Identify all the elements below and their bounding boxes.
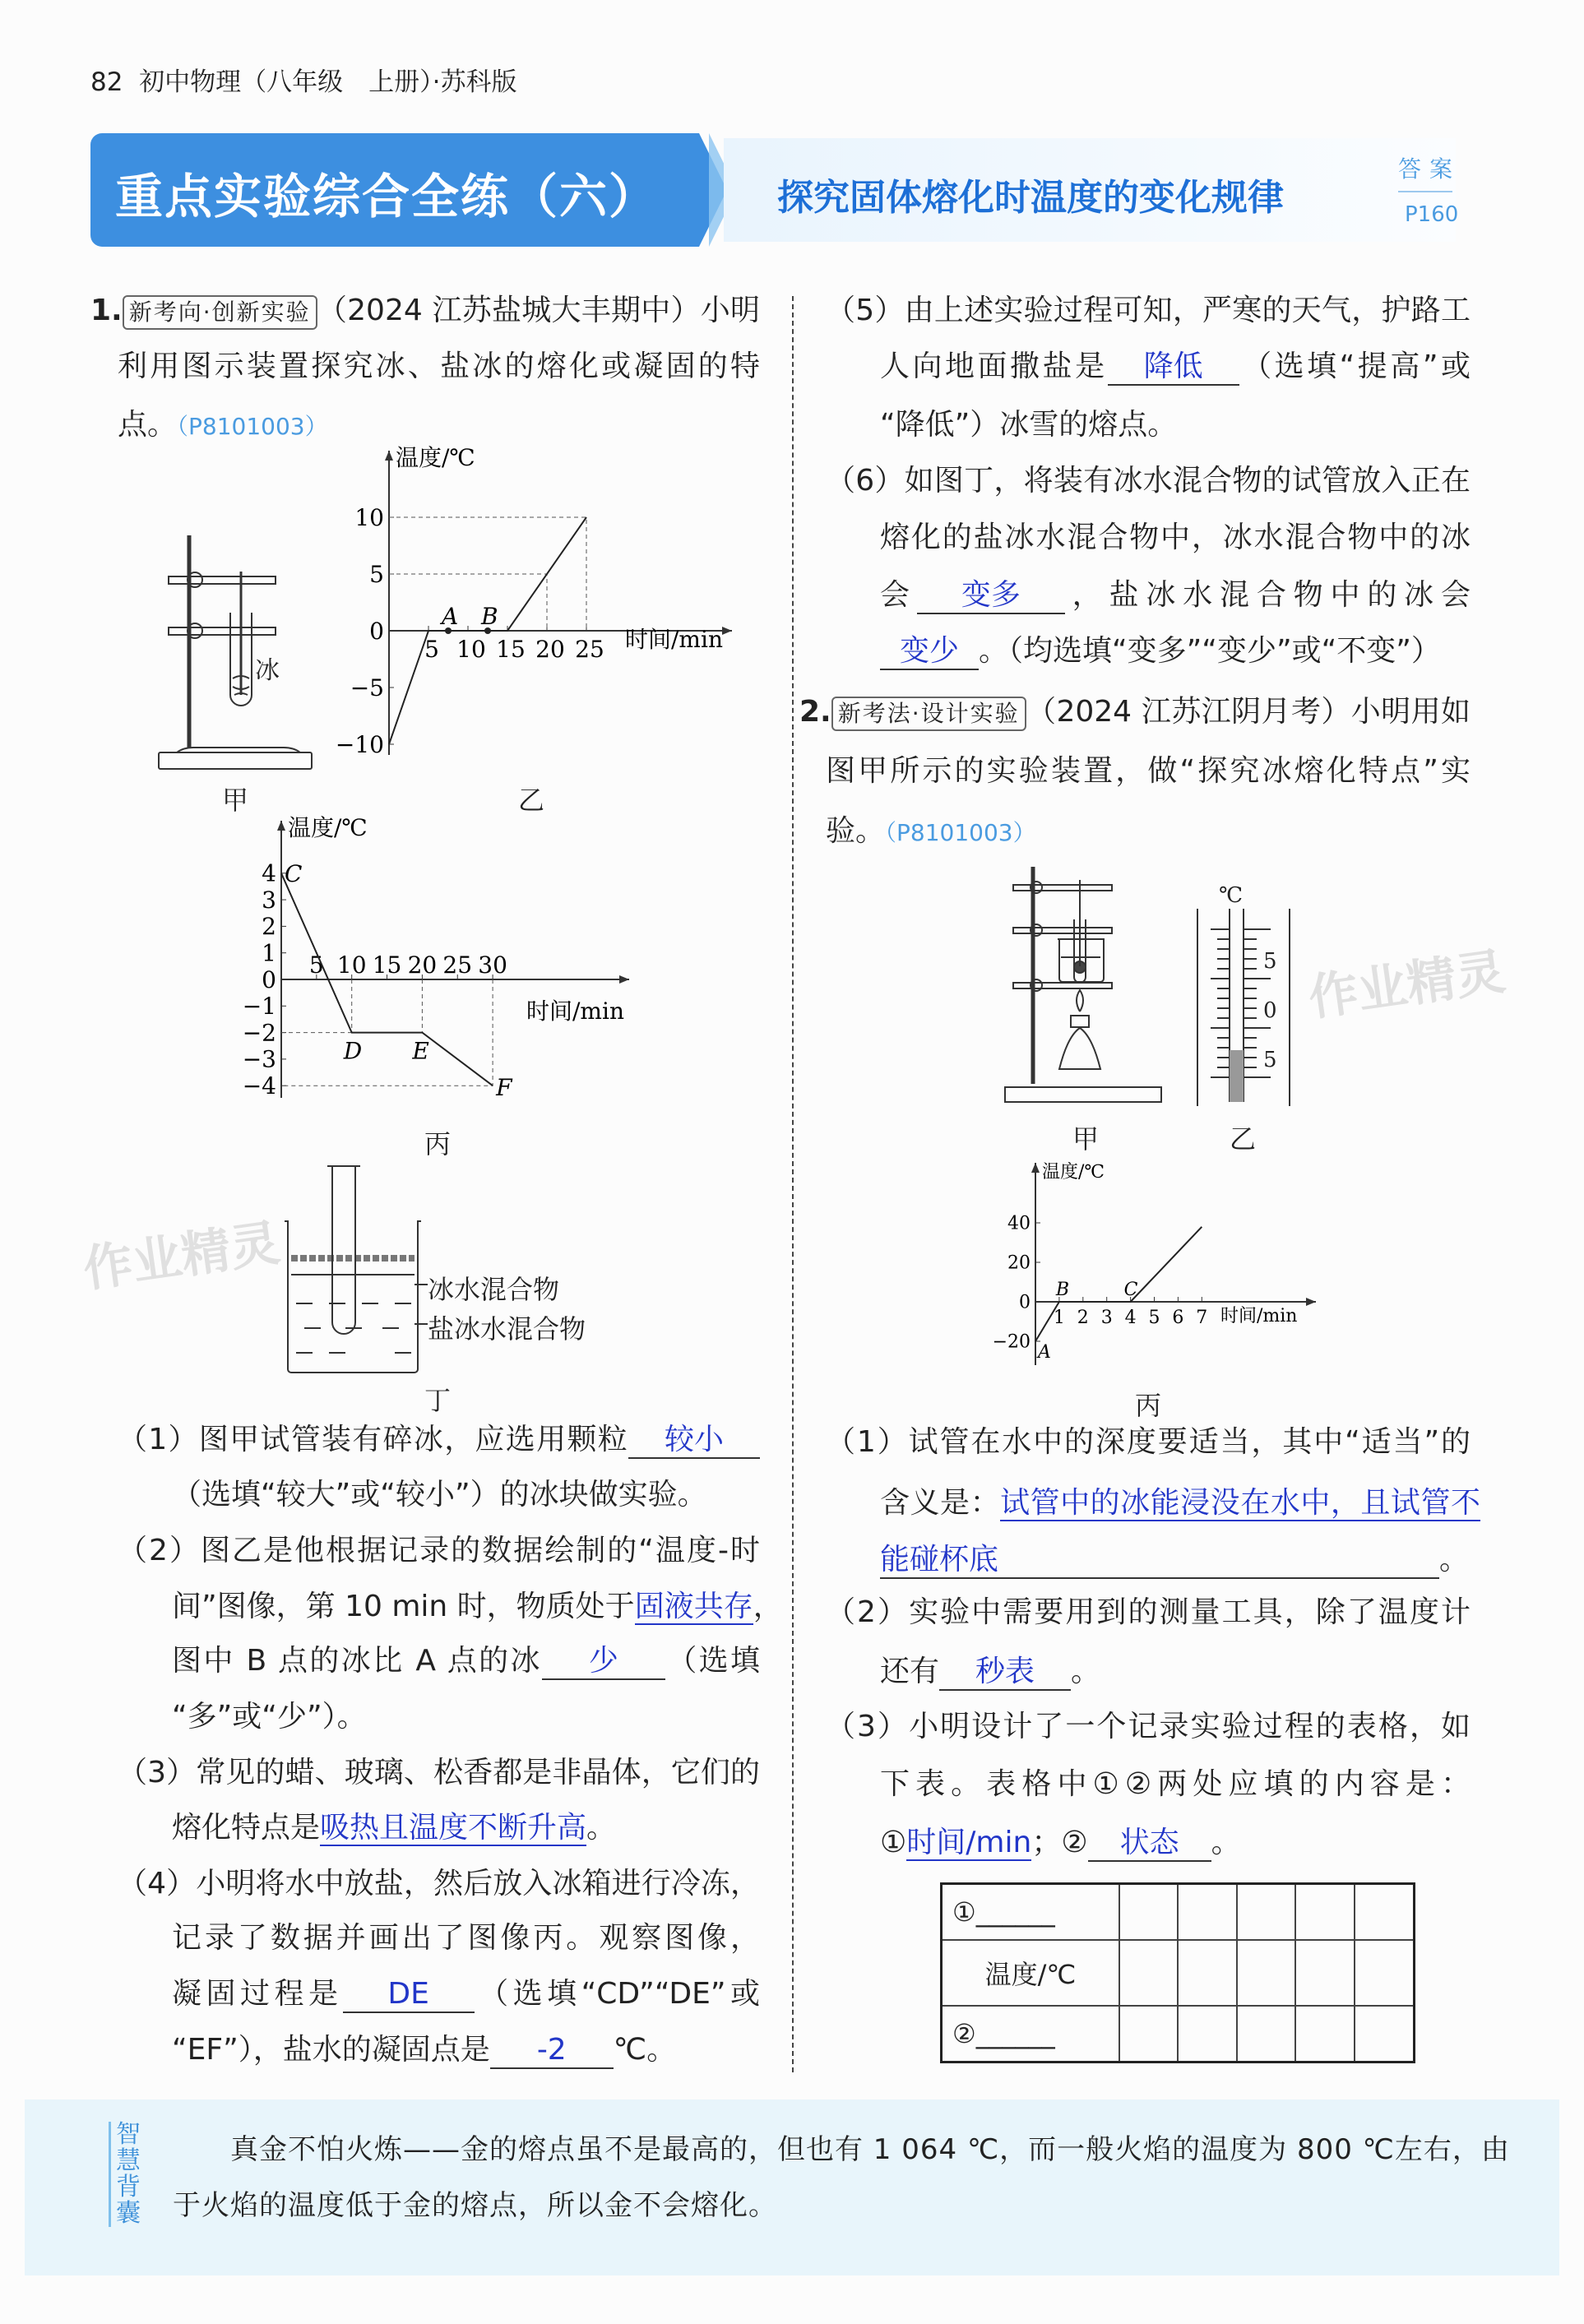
figure-q2-jia-apparatus (1002, 863, 1170, 1110)
q1-line: 利用图示装置探究冰、盐冰的熔化或凝固的特 (118, 350, 760, 383)
table-cell (1178, 2006, 1236, 2062)
y-tick-label: 3 (262, 886, 276, 914)
x-axis-arrow (619, 975, 629, 984)
table-cell (1355, 2006, 1415, 2062)
text: ℃。 (613, 2033, 677, 2067)
q1-part3-cont (172, 1808, 760, 1849)
answer-blank: -2 (490, 2033, 614, 2069)
salt-ice-water-label: 盐冰水混合物 (428, 1313, 586, 1345)
text: ，盐冰水混合物中的冰会 (1064, 578, 1471, 612)
table-cell (1355, 1884, 1415, 1940)
chart-q1-bing (230, 814, 658, 1110)
q1-part3: （3）常见的蜡、玻璃、松香都是非晶体，它们的 (118, 1756, 760, 1789)
table-cell (1119, 1884, 1178, 1940)
q1-text: （2024 江苏盐城大丰期中）小明 (317, 294, 760, 327)
text: ；② (1031, 1826, 1088, 1859)
q1-part5-cont: “降低”）冰雪的熔点。 (880, 408, 1178, 442)
text: （选填“提高”或 (1239, 350, 1471, 383)
answer-page-link[interactable]: P160 (1405, 202, 1459, 227)
q1-part6-cont (880, 631, 1471, 672)
text: 还有 (880, 1655, 940, 1688)
clamp-lower (169, 627, 276, 635)
x-tick-label: 20 (407, 951, 438, 979)
record-table (940, 1882, 1415, 2063)
text: 含义是： (880, 1486, 1001, 1520)
figure-caption: 甲 (222, 785, 249, 816)
q1-part1-cont: （选填“较大”或“较小”）的冰块做实验。 (172, 1478, 707, 1512)
thermometer-label: 5 (1263, 949, 1277, 974)
q2-part1: （1）试管在水中的深度要适当，其中“适当”的 (826, 1425, 1471, 1459)
x-axis-arrow (722, 627, 732, 635)
table-cell (1178, 1940, 1236, 2007)
x-tick-label: 20 (535, 636, 565, 663)
table-cell: ②______ (942, 2006, 1120, 2062)
figure-caption: 乙 (1230, 1123, 1257, 1155)
thermometer-label: 5 (1263, 1048, 1277, 1072)
q1-part6: （6）如图丁，将装有冰水混合物的试管放入正在 (826, 464, 1471, 498)
answer-blank: 能碰杯底 (880, 1543, 1439, 1579)
point-label: F (496, 1074, 512, 1102)
y-tick-label: 5 (369, 560, 384, 588)
point-label: B (481, 603, 498, 630)
y-tick-label: −10 (335, 730, 384, 758)
stand-base (1005, 1087, 1161, 1102)
text: （选填 (665, 1644, 760, 1678)
watermark: 作业精灵 (1304, 942, 1509, 1028)
question-code: （P8101003） (177, 413, 328, 440)
q1-part4-cont (172, 1974, 760, 2015)
y-tick-label: −3 (242, 1045, 276, 1073)
text: ， (753, 1590, 783, 1623)
beaker (285, 1221, 421, 1373)
q2-text: （2024 江苏江阴月考）小明用如 (1026, 695, 1471, 729)
clamp-upper (1013, 885, 1112, 891)
x-axis-label: 时间/min (1220, 1306, 1298, 1326)
ice-label: 冰 (255, 656, 280, 685)
x-tick-label: 25 (575, 636, 604, 663)
text: 。（均选填“变多”“变少”或“不变”） (979, 634, 1441, 668)
table-cell (1119, 2006, 1178, 2062)
y-tick-label: −1 (242, 993, 276, 1021)
y-tick-label: 20 (1007, 1252, 1031, 1274)
answer-blank: 固液共存 (634, 1590, 753, 1623)
y-tick-label: −4 (242, 1072, 276, 1100)
thermometer-label: 0 (1263, 998, 1277, 1023)
figure-caption: 丙 (1135, 1390, 1162, 1421)
y-tick-label: 2 (262, 913, 276, 941)
mercury-column (1230, 1050, 1244, 1102)
answer-blank: 变多 (917, 578, 1065, 614)
y-axis-label: 温度/℃ (1042, 1162, 1105, 1183)
y-tick-label: 1 (262, 939, 276, 967)
question-number: 2. (799, 695, 831, 729)
y-tick-label: 0 (369, 617, 384, 645)
row-label: ② (952, 2018, 976, 2050)
figure-caption: 丁 (424, 1385, 452, 1416)
y-axis-arrow (385, 451, 393, 461)
point-label: C (285, 859, 303, 887)
x-tick-label: 25 (442, 951, 473, 979)
q2-part3-cont: 下表。表格中①②两处应填的内容是： (880, 1767, 1471, 1801)
q2-part2: （2）实验中需要用到的测量工具，除了温度计 (826, 1595, 1471, 1629)
point-label: E (412, 1037, 429, 1065)
answer-blank: 试管中的冰能浸没在水中，且试管不 (1000, 1486, 1480, 1520)
x-tick-label: 5 (1148, 1308, 1160, 1328)
ice-water-label: 冰水混合物 (428, 1274, 560, 1305)
alcohol-lamp (1059, 1028, 1100, 1069)
x-axis-label: 时间/min (625, 626, 723, 653)
flame-icon (1077, 990, 1083, 1012)
y-tick-label: −20 (992, 1331, 1031, 1353)
y-axis-label: 温度/℃ (288, 814, 368, 841)
figure-caption: 甲 (1072, 1123, 1100, 1155)
x-tick-label: 4 (1124, 1308, 1137, 1328)
table-row (942, 1940, 1415, 2007)
point-label: A (1038, 1342, 1051, 1363)
answer-blank: 状态 (1088, 1826, 1211, 1862)
x-tick-label: 1 (1053, 1308, 1065, 1328)
question-tag: 新考向·创新实验 (123, 295, 317, 330)
x-tick-label: 5 (424, 636, 439, 663)
q1-part5-cont (880, 346, 1471, 387)
y-tick-label: 0 (1019, 1292, 1031, 1313)
figure-q1-jia-apparatus (152, 530, 325, 777)
x-tick-label: 6 (1172, 1308, 1184, 1328)
answer-blank: 秒表 (939, 1655, 1071, 1691)
answer-label: 答案 (1398, 155, 1461, 183)
chart-q2-bing (987, 1160, 1332, 1382)
table-cell (1355, 1940, 1415, 2007)
text: 会 (880, 578, 917, 612)
answer-blank: 时间/min (906, 1826, 1032, 1859)
table-cell (1237, 1940, 1295, 2007)
q2-line (826, 811, 1471, 852)
y-axis-arrow (1031, 1163, 1040, 1173)
table-cell (1295, 2006, 1354, 2062)
tip-label: 智慧背囊 (109, 2122, 144, 2227)
q1-part2-cont: “多”或“少”）。 (172, 1700, 367, 1734)
question-code: （P8101003） (885, 819, 1036, 846)
text: （选填“CD”“DE”或 (474, 1977, 760, 2011)
q1-line (90, 290, 760, 331)
section-subtitle: 探究固体熔化时温度的变化规律 (777, 177, 1284, 219)
answer-blank: DE (343, 1977, 475, 2013)
x-tick-label: 10 (456, 636, 486, 663)
clamp-lower (1013, 983, 1112, 988)
q2-text: 验。 (826, 814, 886, 848)
text: 。 (1439, 1543, 1470, 1576)
clamp-upper (169, 576, 276, 584)
q2-part3-cont (880, 1822, 1471, 1863)
answer-blank: 较小 (628, 1423, 760, 1459)
table-cell: ①______ (942, 1884, 1120, 1940)
y-tick-label: 40 (1007, 1213, 1031, 1234)
y-axis-arrow (277, 821, 285, 831)
q1-text: 点。 (118, 408, 178, 442)
row-label: 温度/℃ (942, 1940, 1120, 2007)
text: 人向地面撒盐是 (880, 350, 1108, 383)
q1-part4-cont: 记录了数据并画出了图像丙。观察图像， (172, 1921, 760, 1955)
answer-blank: 变少 (880, 634, 979, 670)
point-label: B (1055, 1280, 1070, 1300)
tip-text: 真金不怕火炼——金的熔点虽不是最高的，但也有 1 064 ℃，而一般火焰的温度为 800 ℃左右，由 (230, 2133, 1510, 2166)
figure-q2-yi-thermometer (1193, 876, 1295, 1110)
test-tube (327, 1166, 360, 1334)
table-cell (1119, 1940, 1178, 2007)
text: 间”图像，第 10 min 时，物质处于 (172, 1590, 635, 1623)
answer-blank: 少 (542, 1644, 665, 1680)
text: 。 (1211, 1826, 1241, 1859)
table-cell (1295, 1940, 1354, 2007)
table-cell (1295, 1884, 1354, 1940)
chart-q1-yi (329, 444, 740, 773)
q2-part3: （3）小明设计了一个记录实验过程的表格，如 (826, 1710, 1471, 1743)
q1-part4-cont (172, 2030, 760, 2071)
y-tick-label: −2 (242, 1019, 276, 1047)
q2-part1-cont (880, 1483, 1480, 1524)
text: 图中 B 点的冰比 A 点的冰 (172, 1644, 542, 1678)
table-cell (1237, 2006, 1295, 2062)
section-title: 重点实验综合全练（六） (115, 169, 659, 225)
table-cell (1237, 1884, 1295, 1940)
x-tick-label: 5 (308, 951, 324, 979)
text: ① (880, 1826, 907, 1859)
page-number: 82 (90, 67, 123, 97)
text: 。 (586, 1811, 617, 1845)
stand-base (159, 752, 312, 769)
thermometer-unit: ℃ (1219, 883, 1244, 908)
book-title: 初中物理（八年级 上册）·苏科版 (139, 67, 517, 97)
x-tick-label: 10 (336, 951, 367, 979)
table-row (942, 1884, 1415, 1940)
q1-part5: （5）由上述实验过程可知，严寒的天气，护路工 (826, 294, 1471, 327)
x-tick-label: 7 (1196, 1308, 1208, 1328)
x-tick-label: 30 (478, 951, 507, 979)
point-label: C (1123, 1280, 1138, 1300)
answer-rule (1398, 191, 1452, 192)
q1-part2: （2）图乙是他根据记录的数据绘制的“温度-时 (118, 1534, 760, 1567)
x-tick-label: 15 (496, 636, 526, 663)
q1-part2-cont (172, 1586, 783, 1627)
y-tick-label: 4 (262, 859, 276, 887)
y-tick-label: 10 (354, 503, 384, 531)
watermark: 作业精灵 (79, 1214, 284, 1299)
y-tick-label: 0 (262, 965, 276, 993)
text: 。 (1071, 1655, 1101, 1688)
point-label: D (343, 1037, 363, 1065)
clamp-middle (1013, 928, 1112, 933)
table-row (942, 2006, 1415, 2062)
q1-part2-cont (172, 1641, 760, 1682)
tip-text: 于火焰的温度低于金的熔点，所以金不会熔化。 (173, 2189, 777, 2222)
figure-caption: 丙 (424, 1128, 452, 1160)
x-tick-label: 2 (1077, 1308, 1089, 1328)
q2-line: 图甲所示的实验装置，做“探究冰熔化特点”实 (826, 754, 1471, 788)
running-header (90, 61, 517, 98)
question-tag: 新考法·设计实验 (831, 697, 1026, 731)
table-cell (1178, 1884, 1236, 1940)
q1-part1 (118, 1419, 760, 1461)
y-tick-label: −5 (350, 674, 384, 701)
figure-q1-ding-beaker (280, 1160, 444, 1382)
x-axis-label: 时间/min (526, 998, 624, 1025)
x-axis-arrow (1306, 1298, 1316, 1306)
q2-line (799, 692, 1471, 733)
q1-line (118, 405, 760, 446)
figure-caption: 乙 (518, 785, 545, 816)
q1-part6-cont (880, 575, 1471, 616)
answer-blank: 降低 (1108, 350, 1239, 386)
guide-line (389, 574, 547, 631)
column-divider (792, 296, 794, 2072)
point-label: A (442, 603, 459, 630)
row-label: ① (952, 1896, 976, 1928)
q2-part1-cont (880, 1539, 1471, 1581)
y-axis-label: 温度/℃ (396, 444, 475, 471)
text: 熔化特点是 (172, 1811, 321, 1845)
text: 凝固过程是 (172, 1977, 343, 2011)
x-tick-label: 15 (372, 951, 402, 979)
answer-blank: 吸热且温度不断升高 (320, 1811, 587, 1845)
lamp-wick-holder (1071, 1016, 1089, 1027)
x-tick-label: 3 (1100, 1308, 1113, 1328)
question-number: 1. (90, 294, 123, 327)
q1-part4: （4）小明将水中放盐，然后放入冰箱进行冷冻， (118, 1867, 760, 1900)
q1-part6-cont: 熔化的盐冰水混合物中，冰水混合物中的冰 (880, 521, 1471, 554)
text: “EF”），盐水的凝固点是 (172, 2033, 490, 2067)
text: （1）图甲试管装有碎冰，应选用颗粒 (118, 1423, 628, 1456)
q2-part2-cont (880, 1651, 1471, 1692)
